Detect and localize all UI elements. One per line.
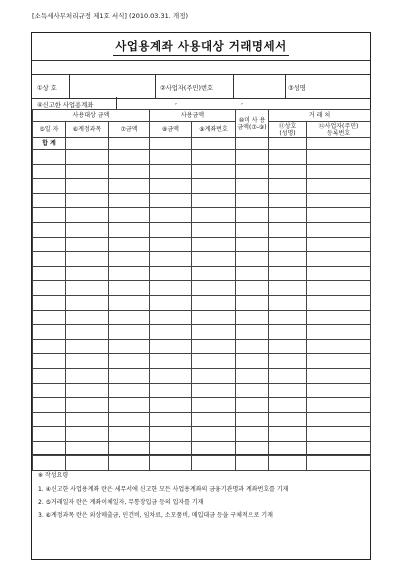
table-cell[interactable] [33, 368, 66, 383]
table-cell[interactable] [150, 237, 192, 252]
total-cell[interactable] [66, 138, 109, 150]
table-header-row-1 [33, 110, 371, 122]
table-cell[interactable] [307, 383, 371, 398]
table-row [33, 164, 371, 179]
table-row [33, 252, 371, 267]
table-cell[interactable] [66, 150, 109, 165]
regno-header-line-2: 등록번호 [326, 129, 351, 137]
table-cell[interactable] [109, 179, 150, 194]
table-cell[interactable] [192, 398, 236, 413]
table-cell[interactable] [66, 368, 109, 383]
table-cell[interactable] [192, 339, 236, 354]
info-row [32, 74, 370, 99]
table-cell[interactable] [269, 266, 307, 281]
table-cell[interactable] [33, 427, 66, 442]
table-cell[interactable] [307, 281, 371, 296]
table-cell[interactable] [269, 427, 307, 442]
table-cell[interactable] [150, 179, 192, 194]
table-cell[interactable] [66, 325, 109, 340]
table-cell[interactable] [109, 237, 150, 252]
table-cell[interactable] [150, 150, 192, 165]
table-cell[interactable] [269, 150, 307, 165]
table-cell[interactable] [150, 325, 192, 340]
form-caption: [소득세사무처리규정 제1호 서식] (2010.03.31. 개정) [32, 12, 189, 20]
table-cell[interactable] [33, 222, 66, 237]
group-use-amount-header: 사용금액 [150, 110, 236, 122]
trade-name-label: ①상 호 [37, 85, 57, 92]
table-cell[interactable] [150, 339, 192, 354]
table-cell[interactable] [109, 193, 150, 208]
table-cell[interactable] [33, 208, 66, 223]
table-cell[interactable] [307, 150, 371, 165]
table-cell[interactable] [66, 354, 109, 369]
table-cell[interactable] [33, 237, 66, 252]
table-cell[interactable] [109, 222, 150, 237]
account-number-header: ⑨계좌번호 [192, 122, 236, 138]
registration-number-header [307, 122, 371, 138]
table-cell[interactable] [269, 295, 307, 310]
table-cell[interactable] [66, 179, 109, 194]
table-cell[interactable] [109, 398, 150, 413]
table-cell[interactable] [269, 179, 307, 194]
table-cell[interactable] [236, 222, 269, 237]
table-cell[interactable] [33, 164, 66, 179]
table-cell[interactable] [33, 412, 66, 427]
form-title: 사업용계좌 사용대상 거래명세서 [113, 38, 289, 56]
table-cell[interactable] [109, 325, 150, 340]
table-cell[interactable] [33, 281, 66, 296]
table-cell[interactable] [66, 237, 109, 252]
table-row [33, 412, 371, 427]
target-amount-header: ⑦금액 [109, 122, 150, 138]
table-cell[interactable] [109, 368, 150, 383]
table-cell[interactable] [236, 325, 269, 340]
table-cell[interactable] [150, 266, 192, 281]
name-cell [285, 75, 370, 98]
table-cell[interactable] [236, 354, 269, 369]
table-cell[interactable] [150, 252, 192, 267]
table-cell[interactable] [192, 295, 236, 310]
table-cell[interactable] [307, 252, 371, 267]
table-cell[interactable] [150, 208, 192, 223]
table-cell[interactable] [150, 398, 192, 413]
table-cell[interactable] [66, 193, 109, 208]
total-label: 합 계 [33, 138, 66, 150]
table-cell[interactable] [109, 252, 150, 267]
account-field[interactable] [116, 97, 370, 109]
table-row [33, 208, 371, 223]
table-cell[interactable] [66, 266, 109, 281]
table-cell[interactable] [269, 164, 307, 179]
table-cell[interactable] [192, 354, 236, 369]
table-row [33, 354, 371, 369]
table-cell[interactable] [236, 368, 269, 383]
table-cell[interactable] [33, 383, 66, 398]
table-cell[interactable] [66, 412, 109, 427]
table-cell[interactable] [109, 412, 150, 427]
table-cell[interactable] [66, 208, 109, 223]
table-cell[interactable] [192, 281, 236, 296]
table-cell[interactable] [307, 339, 371, 354]
table-cell[interactable] [269, 339, 307, 354]
table-cell[interactable] [236, 339, 269, 354]
table-row [33, 193, 371, 208]
instructions-heading: ※ 작성요령 [38, 472, 69, 479]
table-cell[interactable] [236, 237, 269, 252]
table-row [33, 281, 371, 296]
transaction-table [32, 109, 370, 471]
table-cell[interactable] [66, 281, 109, 296]
unused-header-line-2: 금액(⑦-⑨) [237, 123, 267, 131]
table-row [33, 398, 371, 413]
table-row [33, 237, 371, 252]
total-cell[interactable] [109, 138, 150, 150]
table-cell[interactable] [307, 295, 371, 310]
company-name-header [269, 122, 307, 138]
table-cell[interactable] [236, 150, 269, 165]
table-cell[interactable] [33, 266, 66, 281]
form-title-area [32, 33, 370, 61]
table-row [33, 339, 371, 354]
total-cell[interactable] [269, 138, 307, 150]
table-row [33, 310, 371, 325]
company-header-line-2: (성명) [279, 129, 296, 137]
table-cell[interactable] [269, 222, 307, 237]
table-cell[interactable] [236, 193, 269, 208]
table-cell[interactable] [33, 325, 66, 340]
table-cell[interactable] [33, 193, 66, 208]
table-cell[interactable] [109, 281, 150, 296]
table-cell[interactable] [307, 412, 371, 427]
table-cell[interactable] [192, 412, 236, 427]
table-cell[interactable] [192, 252, 236, 267]
table-cell[interactable] [150, 281, 192, 296]
account-separator-2: , [241, 99, 244, 106]
table-cell[interactable] [109, 354, 150, 369]
table-cell[interactable] [192, 179, 236, 194]
table-cell[interactable] [269, 281, 307, 296]
table-cell[interactable] [150, 354, 192, 369]
table-cell[interactable] [150, 193, 192, 208]
account-separator-1: , [175, 99, 178, 106]
table-cell[interactable] [109, 150, 150, 165]
table-cell[interactable] [307, 325, 371, 340]
table-cell[interactable] [109, 295, 150, 310]
partner-header: 거 래 처 [269, 110, 371, 122]
table-cell[interactable] [269, 208, 307, 223]
table-cell[interactable] [307, 179, 371, 194]
table-cell[interactable] [307, 266, 371, 281]
table-cell[interactable] [33, 398, 66, 413]
table-cell[interactable] [236, 310, 269, 325]
table-cell[interactable] [236, 164, 269, 179]
table-cell[interactable] [269, 383, 307, 398]
table-cell[interactable] [236, 208, 269, 223]
table-cell[interactable] [307, 237, 371, 252]
table-cell[interactable] [66, 398, 109, 413]
table-cell[interactable] [109, 164, 150, 179]
table-cell[interactable] [269, 252, 307, 267]
table-cell[interactable] [66, 383, 109, 398]
form-sheet [31, 32, 371, 560]
table-cell[interactable] [66, 310, 109, 325]
date-header: ⑤일 자 [33, 122, 66, 138]
table-row [33, 150, 371, 165]
table-cell[interactable] [33, 252, 66, 267]
table-cell[interactable] [307, 193, 371, 208]
table-row [33, 325, 371, 340]
total-cell[interactable] [150, 138, 192, 150]
table-cell[interactable] [307, 310, 371, 325]
table-row [33, 383, 371, 398]
trade-name-field[interactable] [69, 75, 155, 98]
group-use-target-header: 사용대상 금액 [33, 110, 150, 122]
table-cell[interactable] [192, 208, 236, 223]
table-row [33, 222, 371, 237]
unused-amount-header [236, 110, 269, 138]
unused-header-line-1: ⑩미 사 용 [238, 116, 266, 124]
regno-header-line-1: ⑫사업자(주민) [318, 122, 359, 130]
table-cell[interactable] [192, 368, 236, 383]
table-cell[interactable] [109, 383, 150, 398]
table-cell[interactable] [269, 398, 307, 413]
table-cell[interactable] [192, 427, 236, 442]
table-cell[interactable] [33, 310, 66, 325]
table-cell[interactable] [236, 412, 269, 427]
table-cell[interactable] [307, 398, 371, 413]
account-label: ④신고한 사업용계좌 [37, 102, 94, 109]
table-cell[interactable] [192, 325, 236, 340]
table-cell[interactable] [33, 295, 66, 310]
table-cell[interactable] [66, 339, 109, 354]
instruction-item-1: 1. ④신고한 사업용계좌 란은 세무서에 신고한 모든 사업용계좌의 금융기관명과 계좌번호를 기재 [38, 486, 289, 493]
table-cell[interactable] [150, 222, 192, 237]
total-cell[interactable] [307, 138, 371, 150]
table-cell[interactable] [192, 164, 236, 179]
table-cell[interactable] [150, 310, 192, 325]
table-cell[interactable] [307, 354, 371, 369]
table-cell[interactable] [150, 164, 192, 179]
table-cell[interactable] [66, 164, 109, 179]
biz-no-field[interactable] [233, 75, 285, 98]
account-item-header: ⑥계정과목 [66, 122, 109, 138]
table-cell[interactable] [269, 412, 307, 427]
table-cell[interactable] [269, 310, 307, 325]
table-cell[interactable] [236, 266, 269, 281]
table-cell[interactable] [192, 237, 236, 252]
used-amount-header: ⑧금액 [150, 122, 192, 138]
biz-no-label: ②사업자(주민)번호 [160, 85, 214, 92]
table-cell[interactable] [109, 208, 150, 223]
table-cell[interactable] [236, 281, 269, 296]
table-cell[interactable] [109, 427, 150, 442]
table-cell[interactable] [269, 193, 307, 208]
table-cell[interactable] [236, 383, 269, 398]
instructions [32, 454, 370, 559]
instruction-item-2: 2. ⑤거래일자 란은 계좌이체일자, 무통장입금 등의 입자를 기재 [38, 499, 204, 506]
total-cell[interactable] [192, 138, 236, 150]
table-cell[interactable] [109, 339, 150, 354]
table-cell[interactable] [33, 150, 66, 165]
table-cell[interactable] [150, 427, 192, 442]
instruction-item-3: 3. ⑥계정과목 란은 외상매출금, 인건비, 임차료, 소모품비, 매입대금 등을 구체적으로 기재 [38, 512, 273, 519]
biz-no-label-cell [155, 75, 233, 98]
table-cell[interactable] [150, 383, 192, 398]
table-cell[interactable] [307, 208, 371, 223]
table-cell[interactable] [66, 427, 109, 442]
company-header-line-1: ⑪상호 [278, 122, 297, 130]
table-cell[interactable] [192, 383, 236, 398]
table-cell[interactable] [33, 339, 66, 354]
table-cell[interactable] [33, 354, 66, 369]
table-cell[interactable] [66, 295, 109, 310]
table-cell[interactable] [150, 295, 192, 310]
table-cell[interactable] [192, 266, 236, 281]
table-cell[interactable] [236, 427, 269, 442]
table-cell[interactable] [269, 237, 307, 252]
table-cell[interactable] [236, 252, 269, 267]
table-cell[interactable] [192, 222, 236, 237]
table-cell[interactable] [307, 427, 371, 442]
table-cell[interactable] [192, 150, 236, 165]
total-row [33, 138, 371, 150]
table-cell[interactable] [66, 252, 109, 267]
table-cell[interactable] [236, 295, 269, 310]
table-cell[interactable] [150, 368, 192, 383]
table-cell[interactable] [109, 310, 150, 325]
table-row [33, 427, 371, 442]
table-cell[interactable] [150, 412, 192, 427]
table-cell[interactable] [307, 164, 371, 179]
table-row [33, 295, 371, 310]
table-cell[interactable] [192, 310, 236, 325]
table-cell[interactable] [307, 368, 371, 383]
table-cell[interactable] [269, 354, 307, 369]
table-cell[interactable] [192, 193, 236, 208]
table-cell[interactable] [269, 325, 307, 340]
table-cell[interactable] [236, 398, 269, 413]
table-row [33, 179, 371, 194]
table-row [33, 266, 371, 281]
total-cell[interactable] [236, 138, 269, 150]
table-cell[interactable] [66, 222, 109, 237]
table-header-row-2 [33, 122, 371, 138]
table-cell[interactable] [307, 222, 371, 237]
name-label: ③성명 [288, 85, 306, 92]
table-cell[interactable] [269, 368, 307, 383]
table-cell[interactable] [236, 179, 269, 194]
table-row [33, 368, 371, 383]
table-cell[interactable] [33, 179, 66, 194]
table-cell[interactable] [109, 266, 150, 281]
